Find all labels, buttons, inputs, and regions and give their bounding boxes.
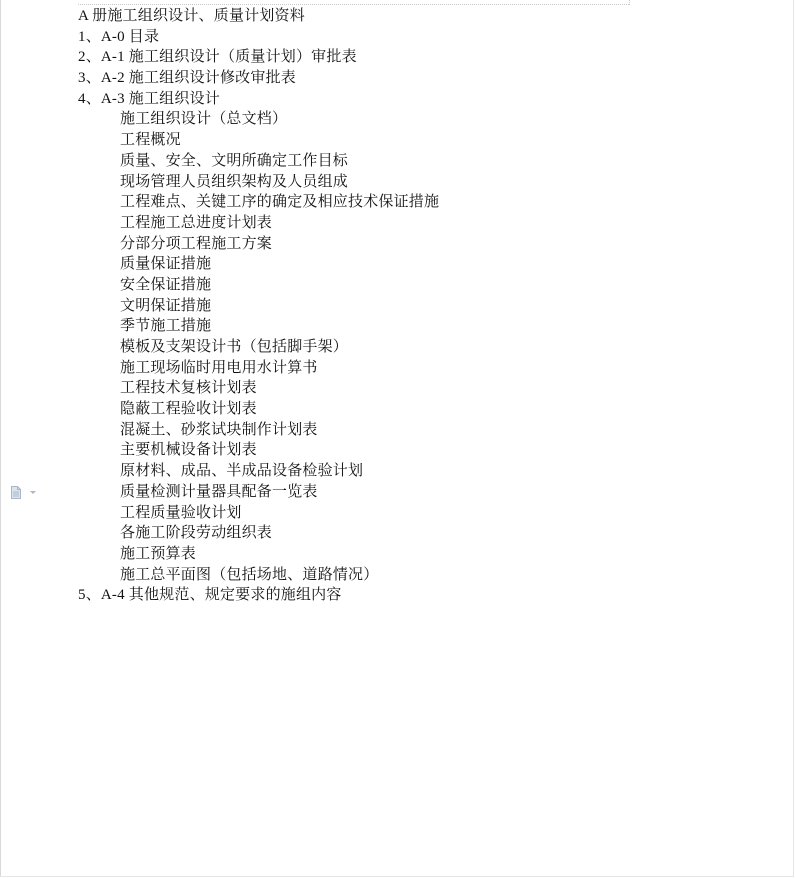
paragraph-options-button[interactable] <box>11 486 37 500</box>
chevron-down-icon[interactable] <box>30 491 36 494</box>
outline-subitem: 各施工阶段劳动组织表 <box>120 525 273 542</box>
outline-subitem: 工程质量验收计划 <box>120 504 242 521</box>
outline-item: 3、A-2 施工组织设计修改审批表 <box>78 70 296 87</box>
outline-subitem: 安全保证措施 <box>120 276 212 293</box>
outline-subitem: 文明保证措施 <box>120 297 212 314</box>
outline-subitem: 质量检测计量器具配备一览表 <box>120 483 318 500</box>
document-icon <box>11 486 21 499</box>
outline-subitem: 混凝土、砂浆试块制作计划表 <box>120 421 318 438</box>
outline-subitem: 质量保证措施 <box>120 256 212 273</box>
outline-subitem: 主要机械设备计划表 <box>120 442 257 459</box>
outline-item: 5、A-4 其他规范、规定要求的施组内容 <box>78 587 342 604</box>
outline-item: 1、A-0 目录 <box>78 28 160 45</box>
outline-subitem: 工程难点、关键工序的确定及相应技术保证措施 <box>120 194 440 211</box>
document-body[interactable] <box>78 6 768 606</box>
document-title: A 册施工组织设计、质量计划资料 <box>78 8 305 24</box>
outline-item: 4、A-3 施工组织设计 <box>78 90 220 107</box>
document-outline-list <box>78 27 768 606</box>
outline-subitem: 工程施工总进度计划表 <box>120 214 273 231</box>
outline-subitem: 质量、安全、文明所确定工作目标 <box>120 152 349 169</box>
outline-subitem: 隐蔽工程验收计划表 <box>120 401 257 418</box>
outline-subitem: 分部分项工程施工方案 <box>120 235 273 252</box>
outline-subitem: 季节施工措施 <box>120 318 212 335</box>
outline-subitem: 施工总平面图（包括场地、道路情况） <box>120 566 379 583</box>
outline-subitem: 工程技术复核计划表 <box>120 380 257 397</box>
header-boundary-line <box>78 4 629 5</box>
outline-item: 2、A-1 施工组织设计（质量计划）审批表 <box>78 49 357 66</box>
outline-subitem: 施工预算表 <box>120 545 197 562</box>
header-boundary-corner <box>629 0 630 5</box>
outline-subitem: 施工现场临时用电用水计算书 <box>120 359 318 376</box>
outline-subitem: 工程概况 <box>120 132 181 149</box>
outline-subitem: 模板及支架设计书（包括脚手架） <box>120 339 349 355</box>
outline-subitem: 原材料、成品、半成品设备检验计划 <box>120 463 364 480</box>
outline-subitem: 施工组织设计（总文档） <box>120 111 288 128</box>
outline-subitem: 现场管理人员组织架构及人员组成 <box>120 173 349 190</box>
